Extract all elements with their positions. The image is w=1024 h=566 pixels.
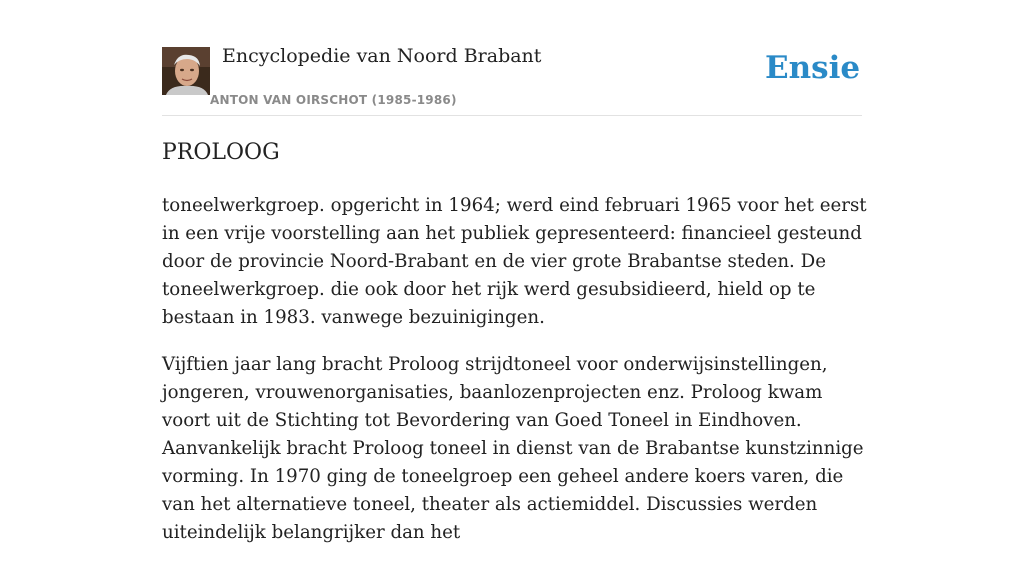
entry-title: PROLOOG [162,140,280,165]
entry-paragraph-2: Vijftien jaar lang bracht Proloog strijdtoneel voor onderwijsinstellingen, jongeren, vrouwenorganisaties, baanlozenprojecten enz. Proloog kwam voort uit de Stichting tot Bevordering van Goed Toneel in Eindhoven. Aanvankelijk bracht Proloog toneel in dienst van de Brabantse kunstzinnige vorming. In 1970 ging de toneelgroep een geheel andere koers varen, die van het alternatieve toneel, theater als actiemiddel. Discussies werden uiteindelijk belangrijker dan het [162,354,864,543]
entry-paragraph-1: toneelwerkgroep. opgericht in 1964; werd eind februari 1965 voor het eerst in een vrije voorstelling aan het publiek gepresenteerd: financieel gesteund door de provincie Noord-Brabant en de vier grote Brabantse steden. De toneelwerkgroep. die ook door het rijk werd gesubsidieerd, hield op te bestaan in 1983. vanwege bezuinigingen. [162,195,867,328]
author-avatar[interactable] [162,47,210,95]
book-title[interactable]: Encyclopedie van Noord Brabant [222,45,542,67]
header-divider [162,115,862,116]
author-portrait-icon [162,47,210,95]
entry-body [162,192,867,566]
author-name[interactable]: ANTON VAN OIRSCHOT (1985-1986) [210,93,457,107]
ensie-logo[interactable]: Ensie [765,50,861,86]
